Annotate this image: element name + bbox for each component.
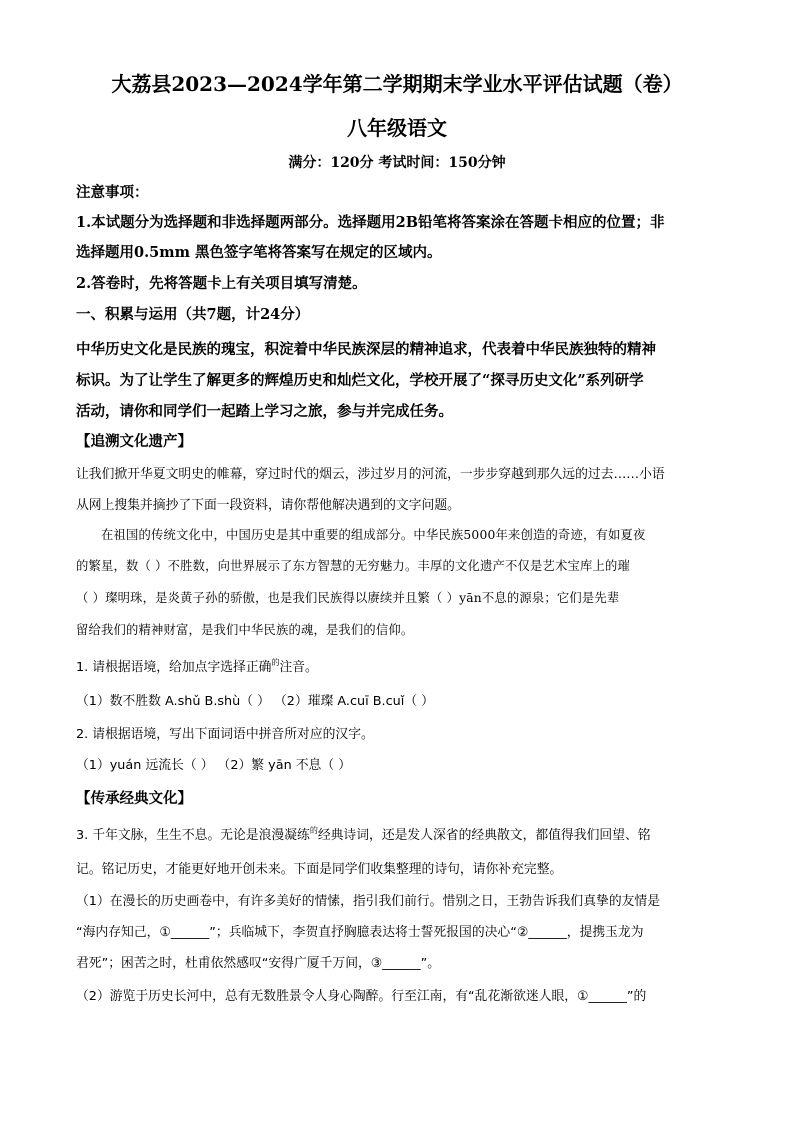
question-2-options: （1）yuán 远流长（ ） （2）繁 yān 不息（ ） (76, 758, 352, 773)
section-1-intro-line-1: 中华历史文化是民族的瑰宝，积淀着中华民族深层的精神追求，代表着中华民族独特的精神 (76, 341, 656, 358)
section-1-intro-line-2: 标识。为了让学生了解更多的辉煌历史和灿烂文化，学校开展了“探寻历史文化”系列研学 (76, 372, 644, 389)
notice-heading: 注意事项： (76, 184, 149, 201)
question-3-line-2: 记。铭记历史，才能更好地开创未来。下面是同学们收集整理的诗句，请你补充完整。 (76, 862, 563, 877)
part-1-lead-line-2: 从网上搜集并摘抄了下面一段资料，请你帮他解决遇到的文字问题。 (76, 498, 460, 513)
question-3-1-line-3: 君死”；困苦之时，杜甫依然感叹“安得广厦千万间，③______”。 (76, 956, 441, 971)
passage-line-1: 在祖国的传统文化中，中国历史是其中重要的组成部分。中华民族5000年来创造的奇迹，有如夏夜 (101, 528, 646, 542)
exam-subtitle: 八年级语文 (347, 116, 447, 140)
question-3-line-1 (76, 824, 726, 843)
question-1-dot: 的 (271, 658, 280, 667)
passage-line-2: 的繁星，数（ ）不胜数，向世界展示了东方智慧的无穷魅力。丰厚的文化遗产不仅是艺术宝库上的璀 (76, 559, 630, 573)
question-1-options: （1）数不胜数 A.shǔ B.shù（ ） （2）璀璨 A.cuī B.cuǐ（ ） (76, 694, 434, 709)
passage-line-3: （ ）璨明珠，是炎黄子孙的骄傲，也是我们民族得以赓续并且繁（ ）yān不息的源泉；它们是先辈 (76, 591, 620, 605)
question-2: 2. 请根据语境，写出下面词语中拼音所对应的汉字。 (76, 727, 374, 742)
part-2-heading: 【传承经典文化】 (76, 790, 192, 807)
question-3-dot: 的 (309, 826, 318, 835)
question-1-suffix: 注音。 (279, 660, 318, 675)
notice-item-1-line-1: 1.本试题分为选择题和非选择题两部分。选择题用2B铅笔将答案涂在答题卡相应的位置；非 (76, 214, 665, 231)
question-3-text-b: 经典诗词，还是发人深省的经典散文，都值得我们回望、铭 (317, 828, 651, 843)
question-1 (76, 656, 726, 675)
notice-item-1-line-2: 选择题用0.5mm 黑色签字笔将答案写在规定的区域内。 (76, 244, 442, 261)
score-time-info: 满分：120分 考试时间：150分钟 (288, 155, 506, 171)
section-1-heading: 一、积累与运用（共7题，计24分） (76, 306, 310, 323)
question-3-1-line-2: “海内存知己，①______”；兵临城下，李贺直抒胸臆表达将士誓死报国的决心“②______，提携玉龙为 (76, 925, 644, 940)
question-3-2-line-1: （2）游览于历史长河中，总有无数胜景令人身心陶醉。行至江南，有“乱花渐欲迷人眼，①______”的 (76, 989, 647, 1004)
passage-line-4: 留给我们的精神财富，是我们中华民族的魂，是我们的信仰。 (76, 623, 414, 637)
notice-item-2: 2.答卷时，先将答题卡上有关项目填写清楚。 (76, 275, 367, 292)
question-1-prefix: 1. 请根据语境，给加点字选择正确 (76, 660, 272, 675)
part-1-lead-line-1: 让我们掀开华夏文明史的帷幕，穿过时代的烟云，涉过岁月的河流，一步步穿越到那久远的过去……小语 (76, 467, 665, 482)
part-1-heading: 【追溯文化遗产】 (76, 433, 192, 450)
question-3-text-a: 3. 千年文脉，生生不息。无论是浪漫凝练 (76, 828, 310, 843)
question-3-1-line-1: （1）在漫长的历史画卷中，有许多美好的情愫，指引我们前行。惜别之日，王勃告诉我们真挚的友情是 (76, 894, 661, 909)
exam-title: 大荔县2023—2024学年第二学期期末学业水平评估试题（卷） (111, 72, 683, 96)
section-1-intro-line-3: 活动，请你和同学们一起踏上学习之旅，参与并完成任务。 (76, 403, 453, 420)
